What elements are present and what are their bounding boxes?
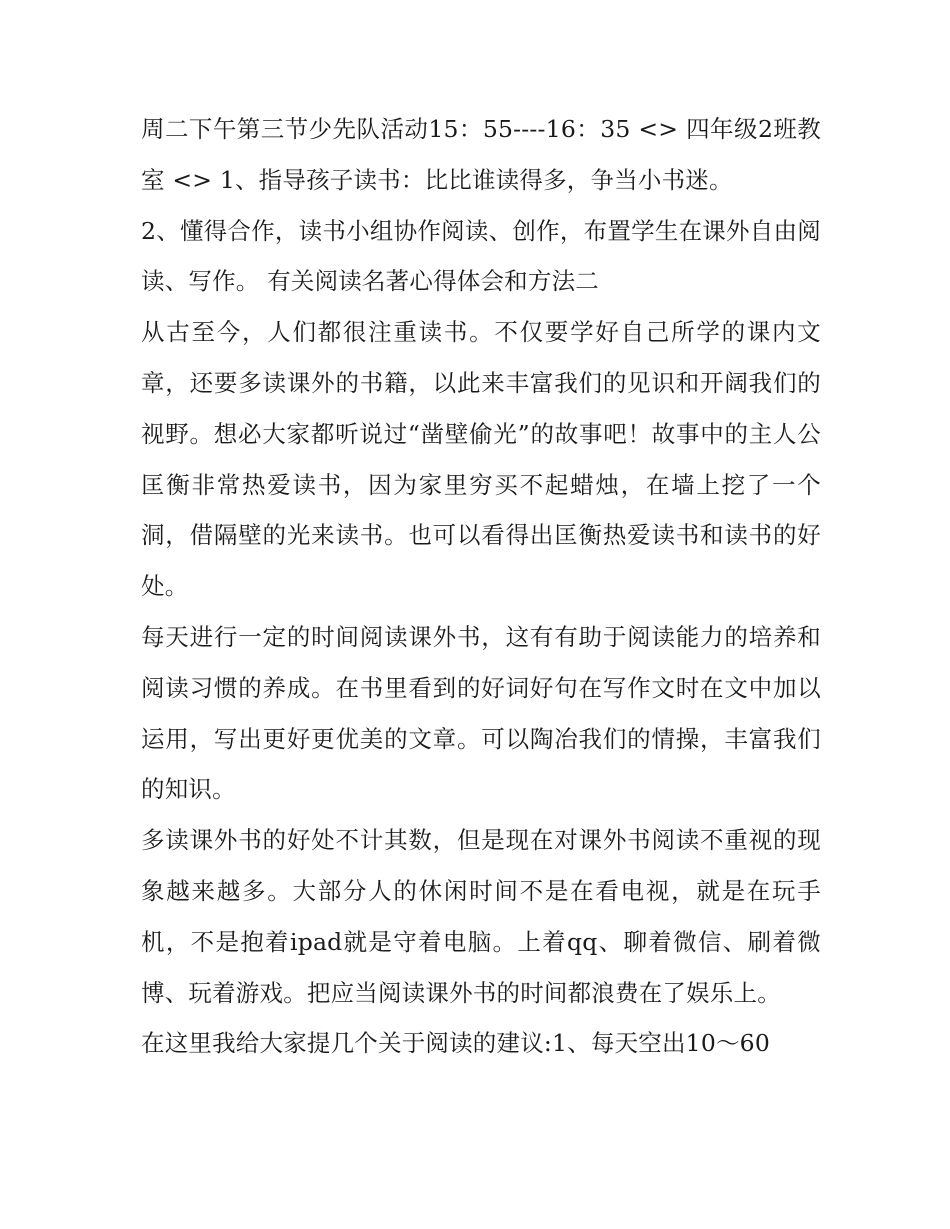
paragraph-reading-history: 从古至今，人们都很注重读书。不仅要学好自己所学的课内文章，还要多读课外的书籍，以此来丰富我们的见识和开阔我们的视野。想必大家都听说过“凿壁偷光”的故事吧！故事中的主人公匡衡非常热爱读书，因为家里穷买不起蜡烛，在墙上挖了一个洞，借隔壁的光来读书。也可以看得出匡衡热爱读书和读书的好处。 <box>141 318 821 601</box>
paragraph-suggestions: 在这里我给大家提几个关于阅读的建议:1、每天空出10～60 <box>141 1029 770 1058</box>
paragraph-cooperation: 2、懂得合作，读书小组协作阅读、创作，布置学生在课外自由阅读、写作。 有关阅读名著心得体会和方法二 <box>141 216 821 296</box>
paragraph-daily-reading: 每天进行一定的时间阅读课外书，这有有助于阅读能力的培养和阅读习惯的养成。在书里看到的好词好句在写作文时在文中加以运用，写出更好更优美的文章。可以陶冶我们的情操，丰富我们的知识。 <box>141 622 821 804</box>
document-body <box>141 104 821 1069</box>
paragraph-neglect: 多读课外书的好处不计其数，但是现在对课外书阅读不重视的现象越来越多。大部分人的休闲时间不是在看电视，就是在玩手机，不是抱着ipad就是守着电脑。上着qq、聊着微信、刷着微博、玩着游戏。把应当阅读课外书的时间都浪费在了娱乐上。 <box>141 826 821 1007</box>
paragraph-activity-schedule: 周二下午第三节少先队活动15：55----16：35 <> 四年级2班教室 <> 1、指导孩子读书：比比谁读得多，争当小书迷。 <box>141 115 821 194</box>
